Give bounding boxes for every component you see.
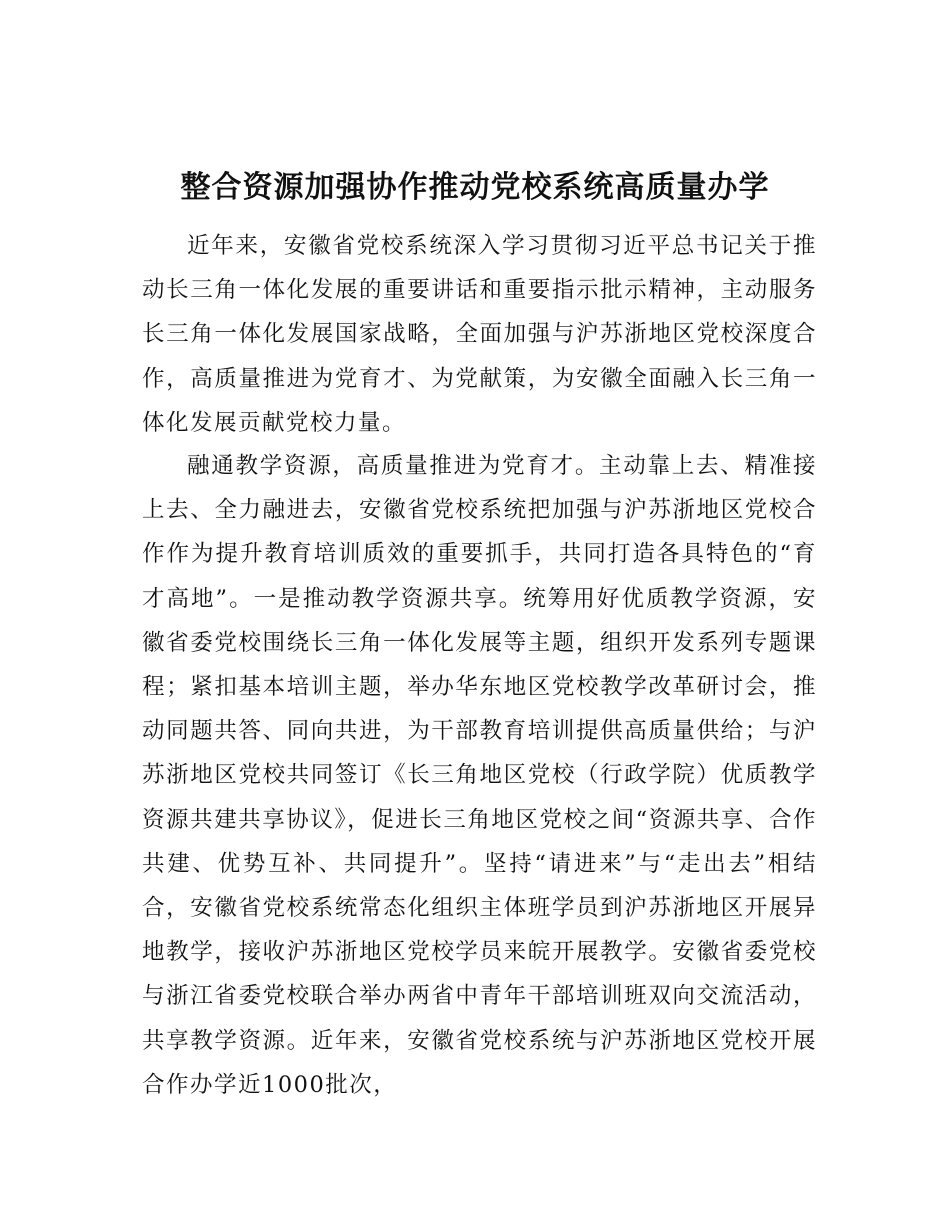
document-title: 整合资源加强协作推动党校系统高质量办学 [180,170,770,205]
paragraph-intro: 近年来，安徽省党校系统深入学习贯彻习近平总书记关于推动长三角一体化发展的重要讲话和重要指示批示精神，主动服务长三角一体化发展国家战略，全面加强与沪苏浙地区党校深度合作，高质量推进为党育才、为党献策，为安徽全面融入长三角一体化发展贡献党校力量。 [142,233,817,436]
paragraph-teaching-resources: 融通教学资源，高质量推进为党育才。主动靠上去、精准接上去、全力融进去，安徽省党校系统把加强与沪苏浙地区党校合作作为提升教育培训质效的重要抓手，共同打造各具特色的“育才高地”。一是推动教学资源共享。统筹用好优质教学资源，安徽省委党校围绕长三角一体化发展等主题，组织开发系列专题课程；紧扣基本培训主题，举办华东地区党校教学改革研讨会，推动同题共答、同向共进，为干部教育培训提供高质量供给；与沪苏浙地区党校共同签订《长三角地区党校（行政学院）优质教学资源共建共享协议》，促进长三角地区党校之间“资源共享、合作共建、优势互补、共同提升”。坚持“请进来”与“走出去”相结合，安徽省党校系统常态化组织主体班学员到沪苏浙地区开展异地教学，接收沪苏浙地区党校学员来皖开展教学。安徽省委党校与浙江省委党校联合举办两省中青年干部培训班双向交流活动，共享教学资源。近年来，安徽省党校系统与沪苏浙地区党校开展合作办学近1000批次， [142,453,817,1098]
